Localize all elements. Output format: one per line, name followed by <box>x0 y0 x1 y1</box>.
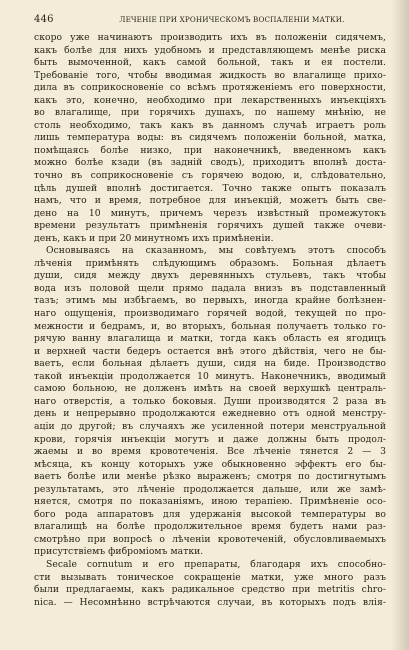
text-line: няется, смотря по показаніямъ, иною терапіею. Примѣненіе осо- <box>34 496 386 508</box>
text-line: бого рода аппаратовъ для удержанія высокой температуры во <box>34 508 386 520</box>
text-line: самою больною, не долженъ имѣть на своей верхушкѣ централь- <box>34 383 386 395</box>
text-line: какъ болѣе для нихъ удобномъ и представляющемъ менѣе риска <box>34 44 386 56</box>
text-line: межности и бедрамъ, и, во вторыхъ, больная получаетъ только го- <box>34 320 386 332</box>
paragraph-start-line: Secale cornutum и его препараты, благодаря ихъ способно- <box>46 558 386 570</box>
text-line: наго ощущенія, производимаго горячей водой, текущей по про- <box>34 308 386 320</box>
paragraph-start-line: Основываясь на сказанномъ, мы совѣтуемъ этотъ способъ <box>46 245 386 257</box>
text-line: быть вымоченной, какъ самой больной, такъ и ея постели. <box>34 57 386 69</box>
text-line: и верхней части бедеръ остается внѣ этого дѣйствія, чего не бы- <box>34 345 386 357</box>
text-line: мѣсяца, къ концу которыхъ уже обыкновенно эффектъ его бы- <box>34 458 386 470</box>
text-line: влагалищѣ на болѣе продолжительное время будетъ нами раз- <box>34 521 386 533</box>
text-line: ваетъ, если больная дѣлаетъ души, сидя на биде. Производство <box>34 358 386 370</box>
text-line: тазъ; этимъ мы избѣгаемъ, во первыхъ, иногда крайне болѣзнен- <box>34 295 386 307</box>
text-line: души, сидя между двухъ деревянныхъ стульевъ, такъ чтобы <box>34 270 386 282</box>
text-line: Требованіе того, чтобы вводимая жидкость во влагалище прихо- <box>34 69 386 81</box>
text-line: результатамъ, это лѣченіе продолжается дальше, или же замѣ- <box>34 483 386 495</box>
text-line: лишь температура воды: въ сидячемъ положеніи больной, матка, <box>34 132 386 144</box>
text-line: смотрѣно при вопросѣ о лѣченіи кровотеченій, обусловливаемыхъ <box>34 533 386 545</box>
text-line: аціи до другой; въ случаяхъ же усиленной потери менструальной <box>34 420 386 432</box>
text-line: цѣль душей вполнѣ достигается. Точно также опытъ показалъ <box>34 182 386 194</box>
text-line: ваетъ болѣе или менѣе рѣзко выраженъ; смотря по достигнутымъ <box>34 471 386 483</box>
text-line: времени результатъ примѣненія горячихъ душей также очеви- <box>34 220 386 232</box>
text-line: точно въ соприкосновеніе съ горячею водою, и, слѣдовательно, <box>34 170 386 182</box>
text-line: жаемы и во время кровотеченія. Все лѣченіе тянется 2 — 3 <box>34 446 386 458</box>
text-line: скоро уже начинаютъ производить ихъ въ положеніи сидячемъ, <box>34 32 386 43</box>
text-line: дила въ соприкосновеніе со всѣмъ протяженіемъ его поверхности, <box>34 82 386 94</box>
body-text <box>34 32 386 609</box>
paragraph-end-line: присутствіемъ фиброміомъ матки. <box>34 546 204 558</box>
text-line: крови, горячія инъекціи могутъ и даже должны быть продол- <box>34 433 386 445</box>
text-line: помѣщаясь болѣе низко, при наконечникѣ, введенномъ какъ <box>34 144 386 156</box>
page-number: 446 <box>34 14 54 25</box>
text-line: день и непрерывно продолжаются ежедневно отъ одной менстру- <box>34 408 386 420</box>
text-line: вода изъ половой щели прямо падала внизъ въ подставленный <box>34 282 386 294</box>
text-line: во влагалище, при горячихъ душахъ, по нашему мнѣнію, не <box>34 107 386 119</box>
text-line: такой инъекціи продолжается 10 минутъ. Наконечникъ, вводимый <box>34 370 386 382</box>
text-line: рячую ванну влагалища и матки, тогда какъ область ея ягодицъ <box>34 333 386 345</box>
running-title: ЛЕЧЕНІЕ ПРИ ХРОНИЧЕСКОМЪ ВОСПАЛЕНІИ МАТКИ. <box>119 15 345 24</box>
paragraph-end-line: денъ, какъ и при 20 минутномъ ихъ примѣненіи. <box>34 232 274 244</box>
running-head <box>34 14 386 28</box>
text-line: лѣченія примѣнять слѣдующимъ образомъ. Больная дѣлаетъ <box>34 257 386 269</box>
text-line: наго отверстія, а только боковыя. Души производятся 2 раза въ <box>34 395 386 407</box>
text-line: дено на 10 минутъ, причемъ черезъ извѣстный промежутокъ <box>34 207 386 219</box>
text-line: были предлагаемы, какъ радикальное средство при metritis chro- <box>34 584 386 596</box>
text-line: nica. — Несомнѣнно встрѣчаются случаи, въ которыхъ подъ влія- <box>34 596 386 608</box>
text-line: можно болѣе кзади (въ задній сводъ), приходитъ вполнѣ доста- <box>34 157 386 169</box>
text-line: намъ, что и время, потребное для инъекцій, можетъ быть све- <box>34 195 386 207</box>
text-line: сти вызывать тоническое сокращеніе матки, уже много разъ <box>34 571 386 583</box>
text-line: столь необходимо, такъ какъ въ данномъ случаѣ играетъ роль <box>34 119 386 131</box>
text-line: какъ это, конечно, необходимо при лекарственныхъ инъекціяхъ <box>34 94 386 106</box>
